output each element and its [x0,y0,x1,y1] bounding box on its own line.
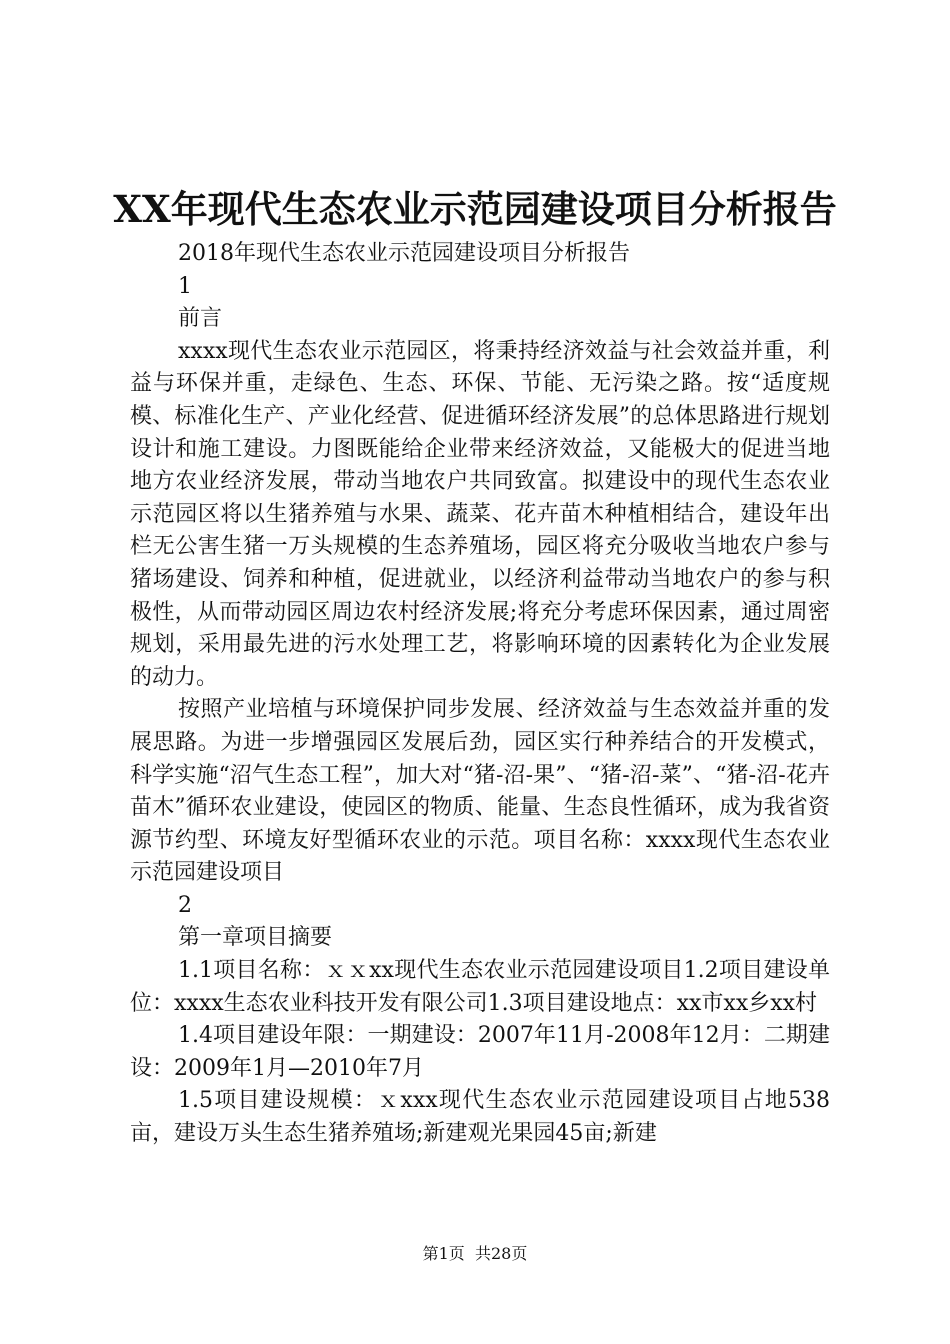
document-body [130,238,830,1151]
section-number: 1 [178,273,192,299]
section-heading: 前言 [178,306,223,332]
paragraph: xxxx现代生态农业示范园区，将秉持经济效益与社会效益并重，利益与环保并重，走绿色、生态、环保、节能、无污染之路。按“适度规模、标准化生产、产业化经营、促进循环经济发展”的总体思路进行规划设计和施工建设。力图既能给企业带来经济效益，又能极大的促进当地地方农业经济发展，带动当地农户共同致富。拟建设中的现代生态农业示范园区将以生猪养殖与水果、蔬菜、花卉苗木种植相结合，建设年出栏无公害生猪一万头规模的生态养殖场，园区将充分吸收当地农户参与猪场建设、饲养和种植，促进就业，以经济利益带动当地农户的参与积极性，从而带动园区周边农村经济发展;将充分考虑环保因素，通过周密规划，采用最先进的污水处理工艺，将影响环境的因素转化为企业发展的动力。 [130,338,830,690]
paragraph: 1.4项目建设年限：一期建设：2007年11月-2008年12月：二期建设：2009年1月—2010年7月 [130,1023,830,1081]
document-title: XX年现代生态农业示范园建设项目分析报告 [113,187,837,231]
section-heading: 第一章项目摘要 [178,925,333,951]
subtitle-line: 2018年现代生态农业示范园建设项目分析报告 [178,241,630,266]
paragraph: 按照产业培植与环境保护同步发展、经济效益与生态效益并重的发展思路。为进一步增强园区发展后劲，园区实行种养结合的开发模式，科学实施“沼气生态工程”，加大对“猪-沼-果”、“猪-沼-菜”、“猪-沼-花卉苗木”循环农业建设，使园区的物质、能量、生态良性循环，成为我省资源节约型、环境友好型循环农业的示范。项目名称：xxxx现代生态农业示范园建设项目 [130,697,830,886]
page-total: 共28页 [474,1244,528,1263]
page-footer [0,1242,950,1266]
paragraph: 1.1项目名称：ｘｘxx现代生态农业示范园建设项目1.2项目建设单位：xxxx生态农业科技开发有限公司1.3项目建设地点：xx市xx乡xx村 [130,958,830,1016]
paragraph: 1.5项目建设规模：ｘxxx现代生态农业示范园建设项目占地538亩，建设万头生态生猪养殖场;新建观光果园45亩;新建 [130,1088,830,1147]
section-number: 2 [178,892,192,918]
page-number: 第1页 [422,1244,465,1263]
